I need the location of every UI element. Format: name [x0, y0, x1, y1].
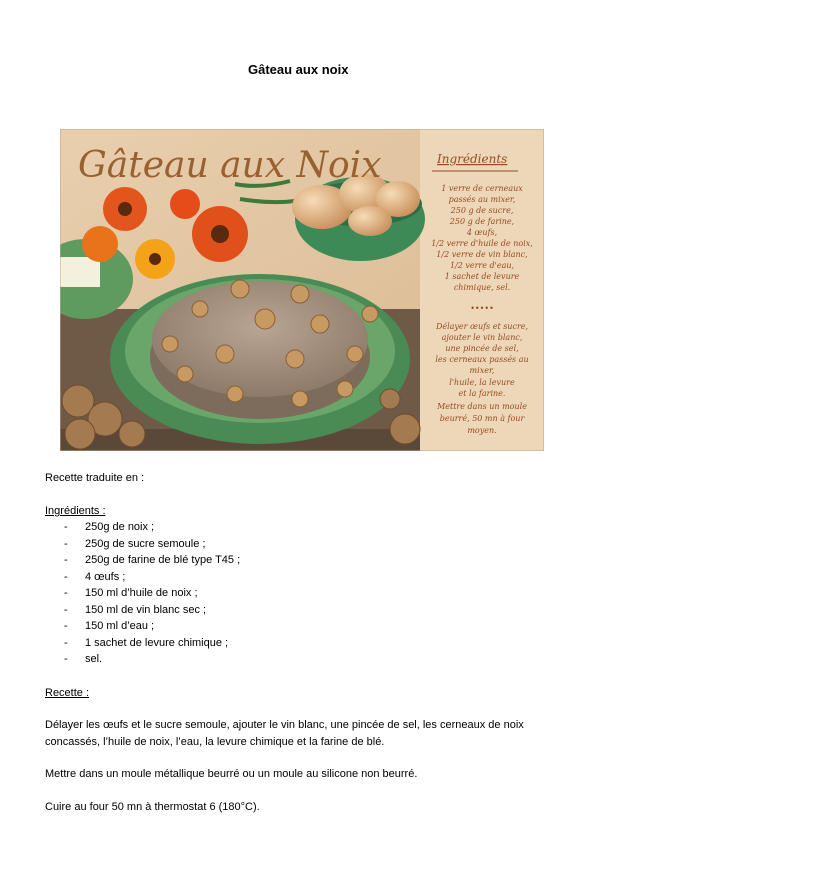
intro-text: Recette traduite en : — [45, 472, 145, 484]
card-ingredient-line: 250 g de farine, — [449, 217, 515, 226]
ingredient-text: 250g de sucre semoule ; — [85, 537, 206, 550]
list-item — [64, 536, 240, 553]
bullet-dash: - — [64, 537, 68, 550]
ingredient-text: 1 sachet de levure chimique ; — [85, 636, 229, 649]
card-method-line: Délayer œufs et sucre, — [435, 322, 529, 331]
list-item — [64, 635, 240, 652]
card-ingredient-line: 1/2 verre de vin blanc, — [436, 250, 528, 259]
card-method-line: les cerneaux passés au — [435, 355, 529, 364]
card-ingredient-line: passés au mixer, — [448, 195, 516, 204]
recipe-paragraph: Cuire au four 50 mn à thermostat 6 (180°C). — [45, 801, 260, 813]
bullet-dash: - — [64, 636, 68, 649]
list-item — [64, 519, 240, 536]
recipe-paragraph: Mettre dans un moule métallique beurré ou un moule au silicone non beurré. — [45, 768, 418, 780]
bullet-dash: - — [64, 521, 68, 533]
list-item — [64, 552, 240, 569]
page-title: Gâteau aux noix — [248, 62, 349, 77]
card-ingredient-line: 1 sachet de levure — [444, 272, 520, 281]
card-ingredient-line: 1 verre de cerneaux — [441, 184, 523, 193]
bullet-dash: - — [64, 554, 68, 566]
card-method-line: Mettre dans un moule — [437, 402, 527, 411]
bullet-dash: - — [64, 570, 68, 583]
ingredient-text: 250g de farine de blé type T45 ; — [85, 554, 241, 566]
ingredients-heading: Ingrédients : — [45, 505, 106, 517]
card-method-line: et la farine. — [458, 389, 506, 398]
card-ingredient-line: 4 œufs, — [466, 228, 498, 237]
card-ingredient-line: 1/2 verre d'eau, — [449, 261, 515, 270]
card-method-line: une pincée de sel, — [445, 344, 519, 353]
card-ingredient-line: 1/2 verre d'huile de noix, — [431, 239, 533, 248]
ingredient-text: 150 ml d’huile de noix ; — [85, 587, 198, 599]
card-method-line: ajouter le vin blanc, — [441, 333, 523, 342]
ingredient-text: 4 œufs ; — [85, 570, 126, 583]
card-separator: ••••• — [470, 304, 494, 313]
card-method-line: mixer, — [469, 366, 495, 375]
list-item — [64, 602, 240, 619]
ingredient-text: 150 ml d’eau ; — [85, 620, 155, 632]
bullet-dash: - — [64, 603, 68, 616]
card-ingredients-heading: Ingrédients — [437, 152, 508, 166]
card-ingredient-line: 250 g de sucre, — [450, 206, 514, 215]
bullet-dash: - — [64, 653, 68, 665]
ingredients-list — [64, 519, 240, 668]
recipe-heading: Recette : — [45, 687, 90, 699]
card-method-line: l'huile, la levure — [449, 378, 515, 387]
ingredient-text: 250g de noix ; — [85, 521, 155, 533]
recipe-card-image — [60, 129, 544, 451]
bullet-dash: - — [64, 587, 68, 599]
card-title: Gâteau aux Noix — [78, 145, 382, 186]
bullet-dash: - — [64, 620, 68, 632]
ingredient-text: sel. — [85, 653, 103, 665]
list-item — [64, 585, 240, 602]
card-ingredient-line: chimique, sel. — [453, 283, 511, 292]
list-item — [64, 569, 240, 586]
card-method-line: beurré, 50 mn à four — [439, 414, 525, 423]
recipe-paragraph: Délayer les œufs et le sucre semoule, ajouter le vin blanc, une pincée de sel, les cerneaux de noix concassés, l’huile de noix, l’eau, la levure chimique et la farine de blé. — [45, 719, 524, 748]
ingredient-text: 150 ml de vin blanc sec ; — [85, 603, 207, 616]
list-item — [64, 618, 240, 635]
list-item — [64, 651, 240, 668]
card-method-line: moyen. — [467, 426, 497, 435]
